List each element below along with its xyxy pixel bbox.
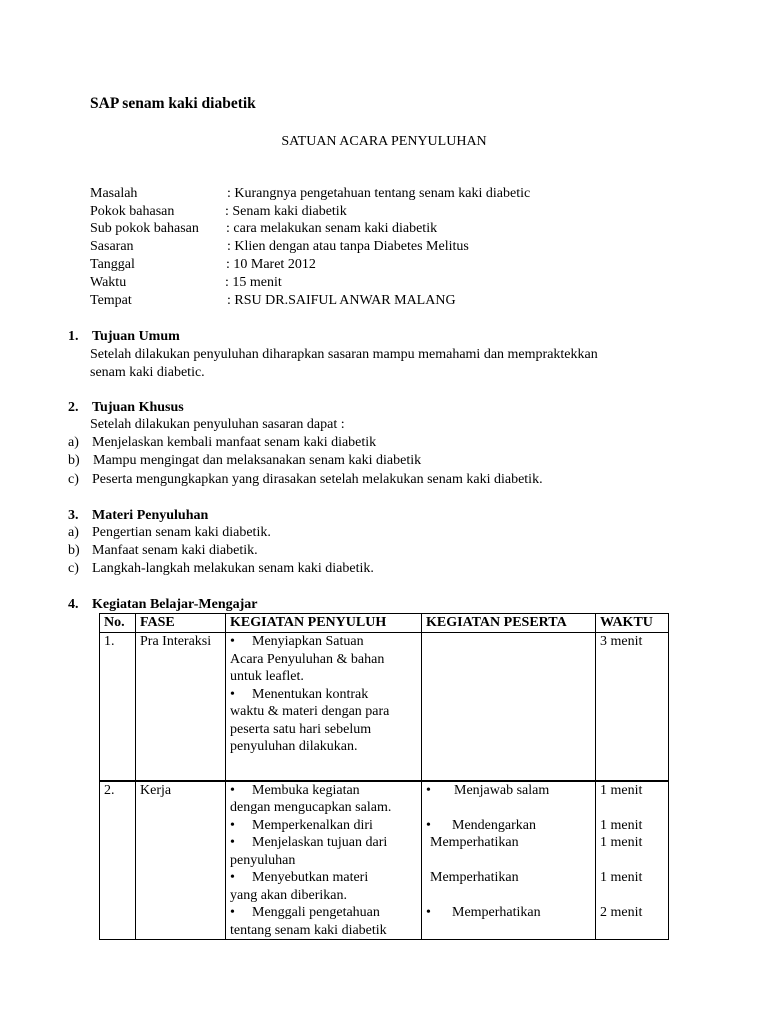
bullet-icon: •: [230, 835, 235, 850]
info-label-waktu: Waktu: [90, 275, 127, 290]
row2-fase: Kerja: [136, 781, 226, 940]
info-label-masalah: Masalah: [90, 186, 138, 201]
header-waktu: WAKTU: [596, 614, 669, 633]
section-3-item-b-text: Manfaat senam kaki diabetik.: [92, 543, 258, 558]
info-value-masalah: : Kurangnya pengetahuan tentang senam kaki diabetic: [227, 186, 531, 201]
section-3-item-a-text: Pengertian senam kaki diabetik.: [92, 525, 271, 540]
row1-penyuluh-line: • Menyiapkan Satuan: [230, 634, 364, 649]
row1-penyuluh-line: untuk leaflet.: [230, 669, 304, 684]
info-label-tempat: Tempat: [90, 293, 132, 308]
info-label-sub-pokok-bahasan: Sub pokok bahasan: [90, 221, 199, 236]
header-kegiatan-penyuluh: KEGIATAN PENYULUH: [226, 614, 422, 633]
table-header-row: [100, 614, 669, 633]
section-3-heading: Materi Penyuluhan: [92, 508, 209, 523]
row2-peserta-cell: [422, 781, 596, 940]
row2-penyuluh-line: tentang senam kaki diabetik: [230, 922, 387, 938]
bullet-icon: •: [230, 905, 235, 920]
section-3-item-c-text: Langkah-langkah melakukan senam kaki diabetik.: [92, 561, 374, 576]
row2-waktu-cell: [596, 781, 669, 940]
row2-penyuluh-line: • Membuka kegiatan: [230, 782, 360, 798]
row2-penyuluh-line: • Menyebutkan materi: [230, 870, 369, 885]
row2-penyuluh-line: • Memperkenalkan diri: [230, 817, 373, 833]
section-2-item-c-text: Peserta mengungkapkan yang dirasakan setelah melakukan senam kaki diabetik.: [92, 472, 543, 487]
info-value-pokok-bahasan: : Senam kaki diabetik: [225, 204, 347, 219]
table-row: [100, 633, 669, 781]
info-value-tempat: : RSU DR.SAIFUL ANWAR MALANG: [227, 293, 456, 308]
document-title: SAP senam kaki diabetik: [90, 95, 256, 112]
row2-peserta-line: • Mendengarkan: [426, 817, 536, 833]
row2-penyuluh-cell: [226, 781, 422, 940]
row2-penyuluh-line: yang akan diberikan.: [230, 887, 348, 903]
section-2-number: 2.: [68, 400, 79, 415]
bullet-icon: •: [426, 905, 431, 920]
section-3-item-a-marker: a): [68, 525, 79, 540]
info-value-waktu: : 15 menit: [225, 275, 282, 290]
section-4-heading: Kegiatan Belajar-Mengajar: [92, 597, 258, 612]
bullet-icon: •: [230, 782, 235, 798]
row2-penyuluh-line: • Menjelaskan tujuan dari: [230, 835, 388, 850]
row1-waktu: 3 menit: [596, 633, 669, 781]
kegiatan-table: [99, 613, 669, 940]
section-1-heading: Tujuan Umum: [92, 329, 180, 344]
section-2-item-a-text: Menjelaskan kembali manfaat senam kaki diabetik: [92, 435, 377, 450]
row2-waktu-line: 1 menit: [600, 782, 643, 798]
row1-peserta: [422, 633, 596, 781]
row2-no: 2.: [100, 781, 136, 940]
row1-no: 1.: [100, 633, 136, 781]
bullet-icon: •: [230, 817, 235, 833]
section-1-text-line1: Setelah dilakukan penyuluhan diharapkan sasaran mampu memahami dan mempraktekkan: [90, 347, 598, 362]
row2-penyuluh-line: • Menggali pengetahuan: [230, 905, 380, 920]
bullet-icon: •: [230, 634, 235, 649]
table-row: [100, 781, 669, 940]
bullet-icon: •: [230, 686, 235, 702]
row2-waktu-line: 1 menit: [600, 835, 643, 850]
header-kegiatan-peserta: KEGIATAN PESERTA: [422, 614, 596, 633]
section-2-heading: Tujuan Khusus: [92, 400, 184, 415]
row1-penyuluh-line: waktu & materi dengan para: [230, 704, 390, 719]
header-no: No.: [100, 614, 136, 633]
bullet-icon: •: [230, 870, 235, 885]
info-value-tanggal: : 10 Maret 2012: [226, 257, 316, 272]
row2-peserta-line: Memperhatikan: [430, 870, 519, 885]
section-2-item-b-marker: b): [68, 453, 80, 468]
section-3-item-b-marker: b): [68, 543, 80, 558]
info-label-sasaran: Sasaran: [90, 239, 134, 254]
row2-waktu-line: 1 menit: [600, 817, 643, 833]
info-value-sub-pokok-bahasan: : cara melakukan senam kaki diabetik: [226, 221, 438, 236]
section-1-number: 1.: [68, 329, 79, 344]
row1-penyuluh-line: peserta satu hari sebelum: [230, 721, 372, 737]
row2-peserta-line: • Menjawab salam: [426, 782, 550, 798]
row1-penyuluh-cell: [226, 633, 422, 781]
row1-penyuluh-line: • Menentukan kontrak: [230, 686, 369, 702]
info-label-pokok-bahasan: Pokok bahasan: [90, 204, 175, 219]
row1-penyuluh-line: Acara Penyuluhan & bahan: [230, 651, 385, 667]
row2-penyuluh-line: penyuluhan: [230, 852, 296, 868]
info-label-tanggal: Tanggal: [90, 257, 135, 272]
document-subtitle: SATUAN ACARA PENYULUHAN: [281, 134, 487, 149]
row2-waktu-line: 1 menit: [600, 870, 643, 885]
section-3-number: 3.: [68, 508, 79, 523]
row1-penyuluh-line: penyuluhan dilakukan.: [230, 739, 358, 754]
section-3-item-c-marker: c): [68, 561, 79, 576]
section-2-item-b-text: Mampu mengingat dan melaksanakan senam kaki diabetik: [93, 453, 422, 468]
section-1-text-line2: senam kaki diabetic.: [90, 365, 205, 380]
bullet-icon: •: [426, 817, 431, 833]
section-2-item-c-marker: c): [68, 472, 79, 487]
row2-waktu-line: 2 menit: [600, 905, 643, 920]
row2-peserta-line: Memperhatikan: [430, 835, 519, 850]
section-4-number: 4.: [68, 597, 79, 612]
section-2-item-a-marker: a): [68, 435, 79, 450]
row1-fase: Pra Interaksi: [136, 633, 226, 781]
row2-penyuluh-line: dengan mengucapkan salam.: [230, 800, 392, 815]
row2-peserta-line: • Memperhatikan: [426, 905, 541, 920]
info-value-sasaran: : Klien dengan atau tanpa Diabetes Melitus: [227, 239, 469, 254]
bullet-icon: •: [426, 782, 431, 798]
header-fase: FASE: [136, 614, 226, 633]
section-2-intro: Setelah dilakukan penyuluhan sasaran dapat :: [90, 417, 345, 432]
